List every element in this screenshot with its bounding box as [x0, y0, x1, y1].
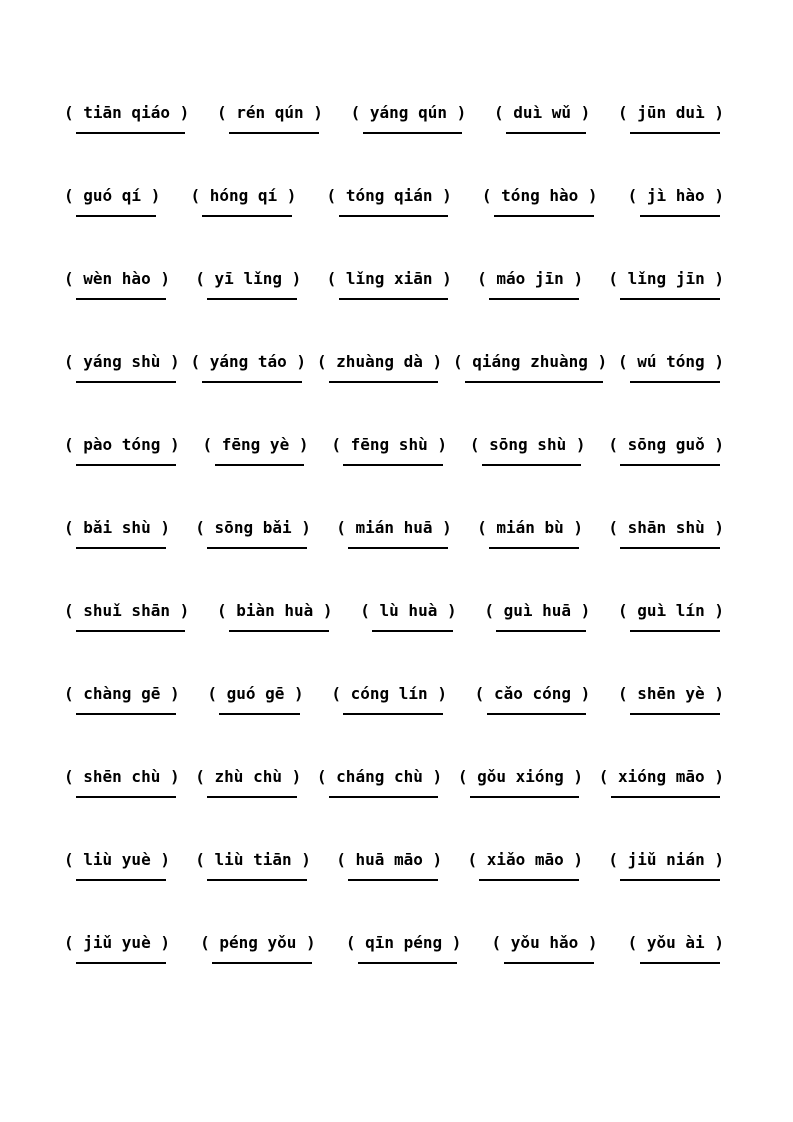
answer-blank-line [489, 298, 579, 300]
pinyin-item [64, 268, 170, 300]
pinyin-item [628, 185, 724, 217]
pinyin-text: ( jì hào ) [627, 186, 724, 205]
pinyin-text: ( jūn duì ) [618, 103, 724, 122]
pinyin-text: ( hóng qí ) [190, 186, 297, 205]
pinyin-text: ( bǎi shù ) [64, 518, 170, 537]
answer-blank-line [76, 215, 156, 217]
answer-blank-line [76, 630, 185, 632]
answer-blank-line [207, 796, 297, 798]
pinyin-text: ( shēn yè ) [617, 684, 724, 703]
answer-blank-line [611, 796, 720, 798]
pinyin-item [618, 351, 724, 383]
answer-blank-line [76, 381, 176, 383]
pinyin-text: ( rén qún ) [216, 103, 323, 122]
answer-blank-line [76, 713, 176, 715]
answer-blank-line [339, 215, 448, 217]
pinyin-text: ( huā māo ) [336, 850, 443, 869]
answer-blank-line [496, 630, 586, 632]
worksheet-row [64, 351, 724, 383]
answer-blank-line [479, 879, 579, 881]
pinyin-text: ( tóng qián ) [326, 186, 452, 205]
answer-blank-line [207, 547, 307, 549]
pinyin-item [628, 932, 724, 964]
answer-blank-line [640, 962, 720, 964]
pinyin-item [64, 517, 170, 549]
pinyin-text: ( wèn hào ) [64, 269, 170, 288]
pinyin-text: ( lǐng jīn ) [608, 269, 724, 288]
answer-blank-line [620, 464, 720, 466]
pinyin-text: ( tiān qiáo ) [64, 103, 190, 122]
answer-blank-line [229, 132, 319, 134]
pinyin-text: ( mián bù ) [477, 518, 584, 537]
answer-blank-line [76, 132, 185, 134]
pinyin-item [217, 102, 323, 134]
pinyin-text: ( zhù chù ) [195, 767, 302, 786]
answer-blank-line [358, 962, 458, 964]
pinyin-text: ( sōng guǒ ) [608, 435, 724, 454]
pinyin-item [599, 766, 724, 798]
pinyin-item [608, 268, 724, 300]
pinyin-text: ( tóng hào ) [481, 186, 598, 205]
pinyin-text: ( shēn chù ) [64, 767, 180, 786]
pinyin-item [492, 932, 598, 964]
pinyin-item [608, 517, 724, 549]
pinyin-text: ( pào tóng ) [64, 435, 180, 454]
pinyin-text: ( cháng chù ) [316, 767, 443, 786]
answer-blank-line [482, 464, 582, 466]
answer-blank-line [343, 713, 443, 715]
pinyin-text: ( biàn huà ) [216, 601, 333, 620]
pinyin-text: ( fēng yè ) [202, 435, 309, 454]
pinyin-item [331, 434, 447, 466]
answer-blank-line [212, 962, 312, 964]
answer-blank-line [363, 132, 463, 134]
answer-blank-line [76, 298, 166, 300]
pinyin-item [64, 102, 189, 134]
pinyin-item [351, 102, 467, 134]
pinyin-item [477, 517, 583, 549]
answer-blank-line [489, 547, 579, 549]
answer-blank-line [339, 298, 448, 300]
worksheet-row [64, 683, 724, 715]
pinyin-text: ( shān shù ) [608, 518, 724, 537]
pinyin-item [200, 932, 316, 964]
answer-blank-line [487, 713, 587, 715]
answer-blank-line [202, 215, 292, 217]
answer-blank-line [620, 298, 720, 300]
pinyin-item [195, 268, 301, 300]
pinyin-item [195, 766, 301, 798]
pinyin-item [467, 849, 583, 881]
pinyin-text: ( liù yuè ) [64, 850, 170, 869]
worksheet-row [64, 849, 724, 881]
answer-blank-line [504, 962, 594, 964]
pinyin-item [64, 932, 170, 964]
pinyin-text: ( yáng shù ) [64, 352, 180, 371]
pinyin-text: ( lǐng xiān ) [326, 269, 452, 288]
pinyin-text: ( lù huà ) [360, 601, 457, 620]
answer-blank-line [372, 630, 452, 632]
answer-blank-line [465, 381, 603, 383]
pinyin-text: ( máo jīn ) [477, 269, 584, 288]
pinyin-text: ( cóng lín ) [331, 684, 447, 703]
answer-blank-line [215, 464, 305, 466]
answer-blank-line [202, 381, 302, 383]
pinyin-text: ( gǒu xióng ) [457, 767, 584, 786]
pinyin-item [64, 766, 180, 798]
pinyin-item [317, 351, 442, 383]
pinyin-text: ( péng yǒu ) [200, 933, 316, 952]
pinyin-item [458, 766, 583, 798]
pinyin-item [482, 185, 598, 217]
pinyin-item [477, 268, 583, 300]
pinyin-item [494, 102, 590, 134]
answer-blank-line [630, 630, 720, 632]
pinyin-text: ( duì wǔ ) [493, 103, 591, 122]
pinyin-item [360, 600, 456, 632]
pinyin-item [64, 849, 170, 881]
answer-blank-line [76, 796, 176, 798]
pinyin-item [203, 434, 309, 466]
pinyin-item [618, 600, 724, 632]
answer-blank-line [640, 215, 720, 217]
pinyin-text: ( qiáng zhuàng ) [453, 352, 608, 371]
worksheet-row [64, 434, 724, 466]
pinyin-text: ( jiǔ yuè ) [64, 933, 170, 952]
answer-blank-line [343, 464, 443, 466]
pinyin-text: ( guó qí ) [64, 186, 161, 205]
pinyin-item [331, 683, 447, 715]
pinyin-item [470, 434, 586, 466]
pinyin-item [618, 683, 724, 715]
pinyin-text: ( chàng gē ) [64, 684, 180, 703]
pinyin-item [64, 351, 180, 383]
pinyin-text: ( sōng shù ) [469, 435, 586, 454]
worksheet-row [64, 932, 724, 964]
pinyin-item [608, 849, 724, 881]
pinyin-text: ( guì lín ) [618, 601, 724, 620]
pinyin-item [317, 766, 442, 798]
pinyin-item [195, 849, 311, 881]
pinyin-text: ( qīn péng ) [345, 933, 462, 952]
pinyin-item [346, 932, 462, 964]
pinyin-item [207, 683, 303, 715]
answer-blank-line [630, 713, 720, 715]
pinyin-item [64, 600, 189, 632]
pinyin-item [475, 683, 591, 715]
pinyin-text: ( guó gē ) [207, 684, 304, 703]
pinyin-item [64, 683, 180, 715]
answer-blank-line [76, 879, 166, 881]
worksheet-row [64, 185, 724, 217]
answer-blank-line [506, 132, 586, 134]
answer-blank-line [76, 962, 166, 964]
worksheet-row [64, 766, 724, 798]
answer-blank-line [329, 381, 438, 383]
pinyin-text: ( mián huā ) [336, 518, 452, 537]
pinyin-item [327, 185, 452, 217]
pinyin-item [608, 434, 724, 466]
pinyin-text: ( cǎo cóng ) [474, 684, 591, 703]
pinyin-item [327, 268, 452, 300]
pinyin-text: ( yáng qún ) [350, 103, 467, 122]
pinyin-item [64, 434, 180, 466]
pinyin-item [618, 102, 724, 134]
answer-blank-line [494, 215, 594, 217]
answer-blank-line [630, 381, 720, 383]
answer-blank-line [219, 713, 299, 715]
answer-blank-line [620, 879, 720, 881]
pinyin-item [217, 600, 333, 632]
answer-blank-line [76, 464, 176, 466]
pinyin-text: ( jiǔ nián ) [608, 850, 724, 869]
pinyin-text: ( yǒu hǎo ) [491, 933, 598, 952]
answer-blank-line [76, 547, 166, 549]
answer-blank-line [470, 796, 579, 798]
answer-blank-line [348, 547, 448, 549]
pinyin-text: ( wú tóng ) [617, 352, 724, 371]
pinyin-item [190, 185, 296, 217]
pinyin-text: ( xiǎo māo ) [467, 850, 584, 869]
pinyin-text: ( sōng bǎi ) [195, 518, 311, 537]
answer-blank-line [229, 630, 329, 632]
worksheet-row [64, 102, 724, 134]
pinyin-item [336, 849, 442, 881]
pinyin-text: ( yī lǐng ) [195, 269, 302, 288]
pinyin-text: ( liù tiān ) [195, 850, 311, 869]
pinyin-item [453, 351, 607, 383]
pinyin-item [484, 600, 590, 632]
answer-blank-line [207, 879, 307, 881]
pinyin-text: ( zhuàng dà ) [316, 352, 443, 371]
pinyin-text: ( guì huā ) [484, 601, 591, 620]
answer-blank-line [348, 879, 438, 881]
pinyin-text: ( shuǐ shān ) [64, 601, 190, 620]
pinyin-item [195, 517, 311, 549]
pinyin-item [336, 517, 452, 549]
pinyin-text: ( yǒu ài ) [627, 933, 724, 952]
pinyin-item [64, 185, 160, 217]
worksheet-row [64, 517, 724, 549]
answer-blank-line [630, 132, 720, 134]
pinyin-text: ( fēng shù ) [331, 435, 447, 454]
answer-blank-line [329, 796, 438, 798]
answer-blank-line [620, 547, 720, 549]
pinyin-item [190, 351, 306, 383]
worksheet-row [64, 600, 724, 632]
answer-blank-line [207, 298, 297, 300]
worksheet-row [64, 268, 724, 300]
pinyin-text: ( xióng māo ) [598, 767, 724, 786]
pinyin-text: ( yáng táo ) [190, 352, 307, 371]
